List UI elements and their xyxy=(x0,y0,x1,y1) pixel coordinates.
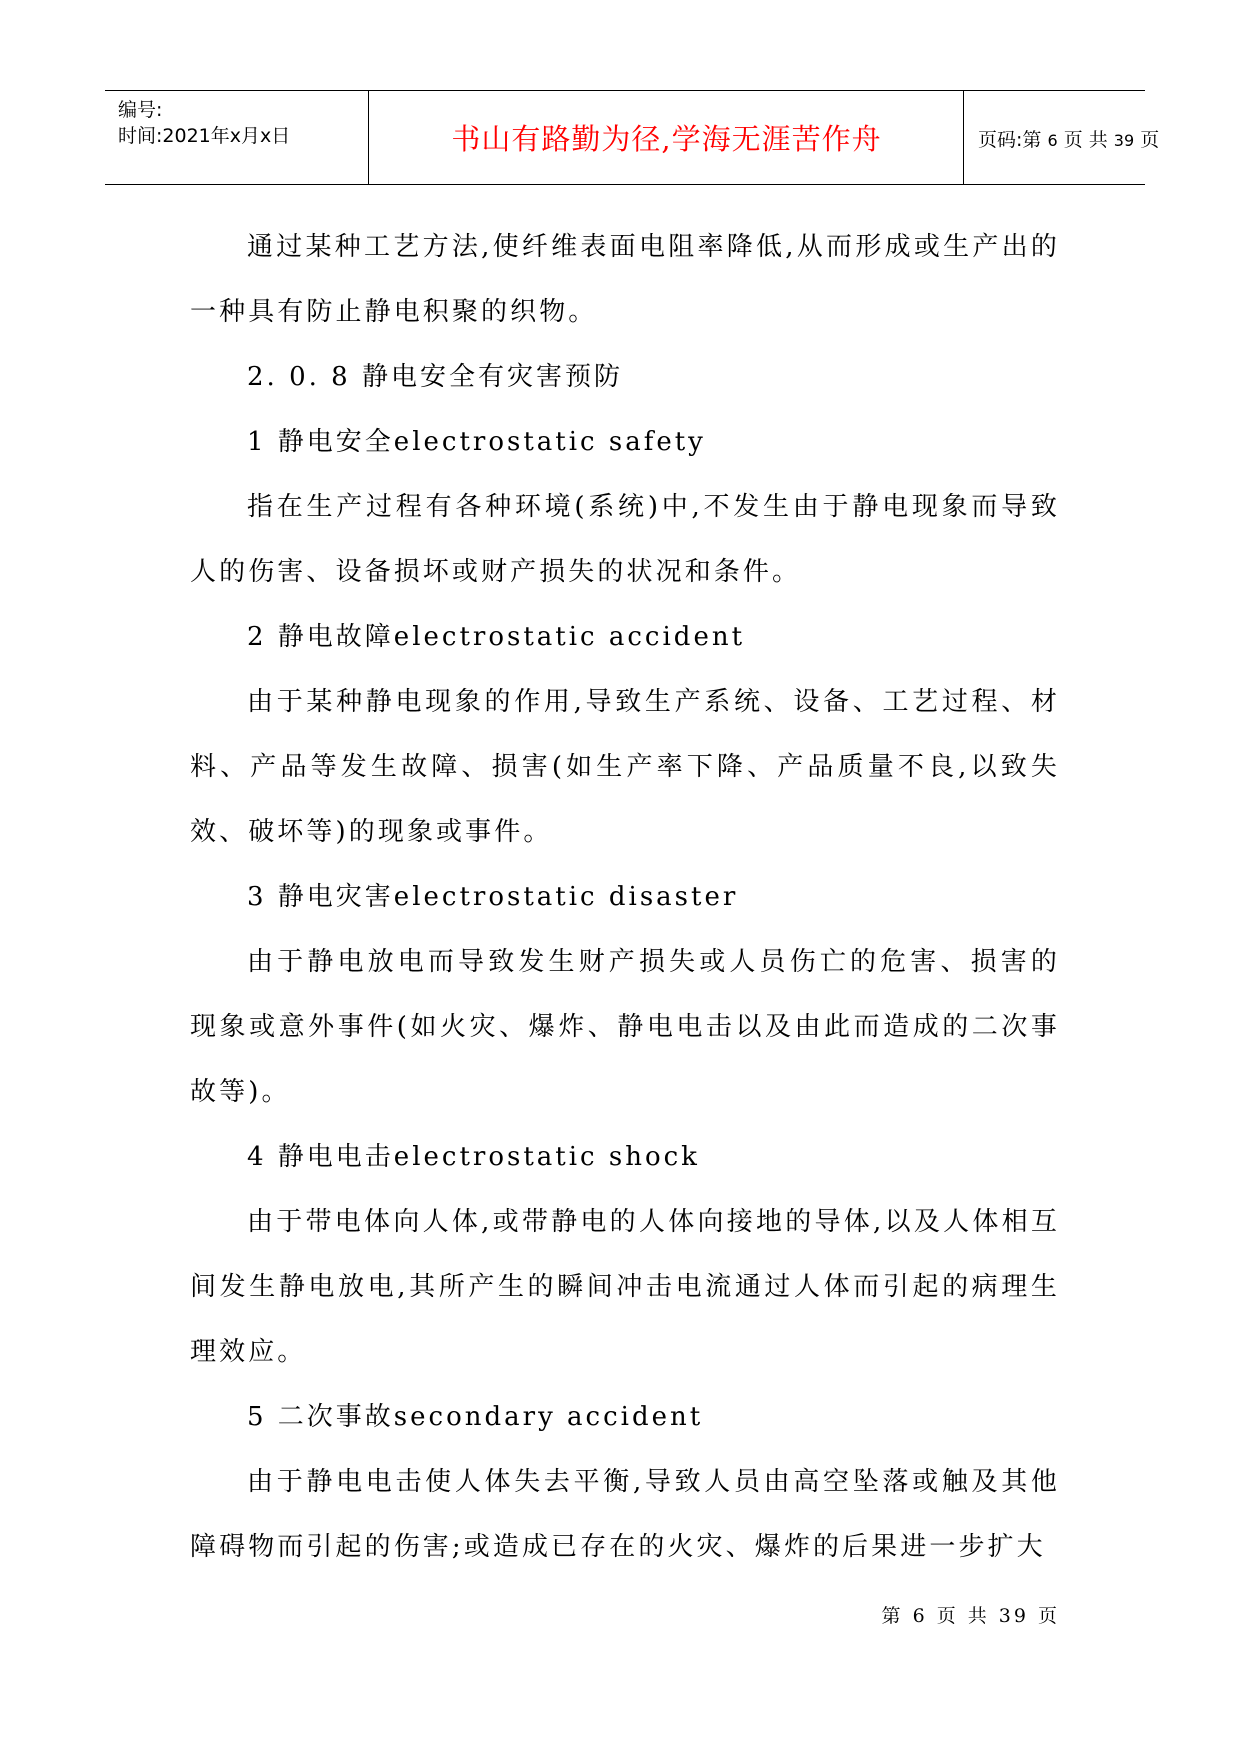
section-heading: 2. 0. 8 静电安全有灾害预防 xyxy=(247,362,623,392)
term-heading: 2 静电故障electrostatic accident xyxy=(247,622,746,652)
doc-time-label: 时间:2021年x月x日 xyxy=(118,125,291,147)
header-motto-cell xyxy=(370,91,964,184)
term-heading: 4 静电电击electrostatic shock xyxy=(247,1142,700,1172)
paragraph: 由于静电放电而导致发生财产损失或人员伤亡的危害、损害的现象或意外事件(如火灾、爆炸、静电电击以及由此而造成的二次事故等)。 xyxy=(190,947,1060,1107)
paragraph: 由于带电体向人体,或带静电的人体向接地的导体,以及人体相互间发生静电放电,其所产生的瞬间冲击电流通过人体而引起的病理生理效应。 xyxy=(190,1207,1060,1367)
page-prefix: 页码:第 xyxy=(978,129,1042,151)
term-heading: 1 静电安全electrostatic safety xyxy=(247,427,706,457)
page-footer: 第 6 页 共 39 页 xyxy=(881,1605,1060,1627)
term-heading: 5 二次事故secondary accident xyxy=(247,1402,704,1432)
page-header xyxy=(105,90,1160,185)
header-meta-cell xyxy=(105,91,369,184)
paragraph: 由于静电电击使人体失去平衡,导致人员由高空坠落或触及其他障碍物而引起的伤害;或造成已存在的火灾、爆炸的后果进一步扩大 xyxy=(190,1467,1060,1562)
page-number: 6 xyxy=(1047,131,1058,150)
header-page-cell xyxy=(965,91,1160,184)
page-middle: 页 共 xyxy=(1063,129,1108,151)
document-body xyxy=(190,215,1060,1580)
motto-text: 书山有路勤为径,学海无涯苦作舟 xyxy=(451,122,882,156)
doc-number-label: 编号: xyxy=(118,99,163,121)
page-suffix: 页 xyxy=(1140,129,1160,151)
paragraph: 通过某种工艺方法,使纤维表面电阻率降低,从而形成或生产出的一种具有防止静电积聚的织物。 xyxy=(190,232,1060,327)
paragraph: 由于某种静电现象的作用,导致生产系统、设备、工艺过程、材料、产品等发生故障、损害(如生产率下降、产品质量不良,以致失效、破坏等)的现象或事件。 xyxy=(190,687,1060,847)
page-total: 39 xyxy=(1113,131,1135,150)
term-heading: 3 静电灾害electrostatic disaster xyxy=(247,882,739,912)
header-page-info xyxy=(978,125,1159,152)
paragraph: 指在生产过程有各种环境(系统)中,不发生由于静电现象而导致人的伤害、设备损坏或财产损失的状况和条件。 xyxy=(190,492,1060,587)
